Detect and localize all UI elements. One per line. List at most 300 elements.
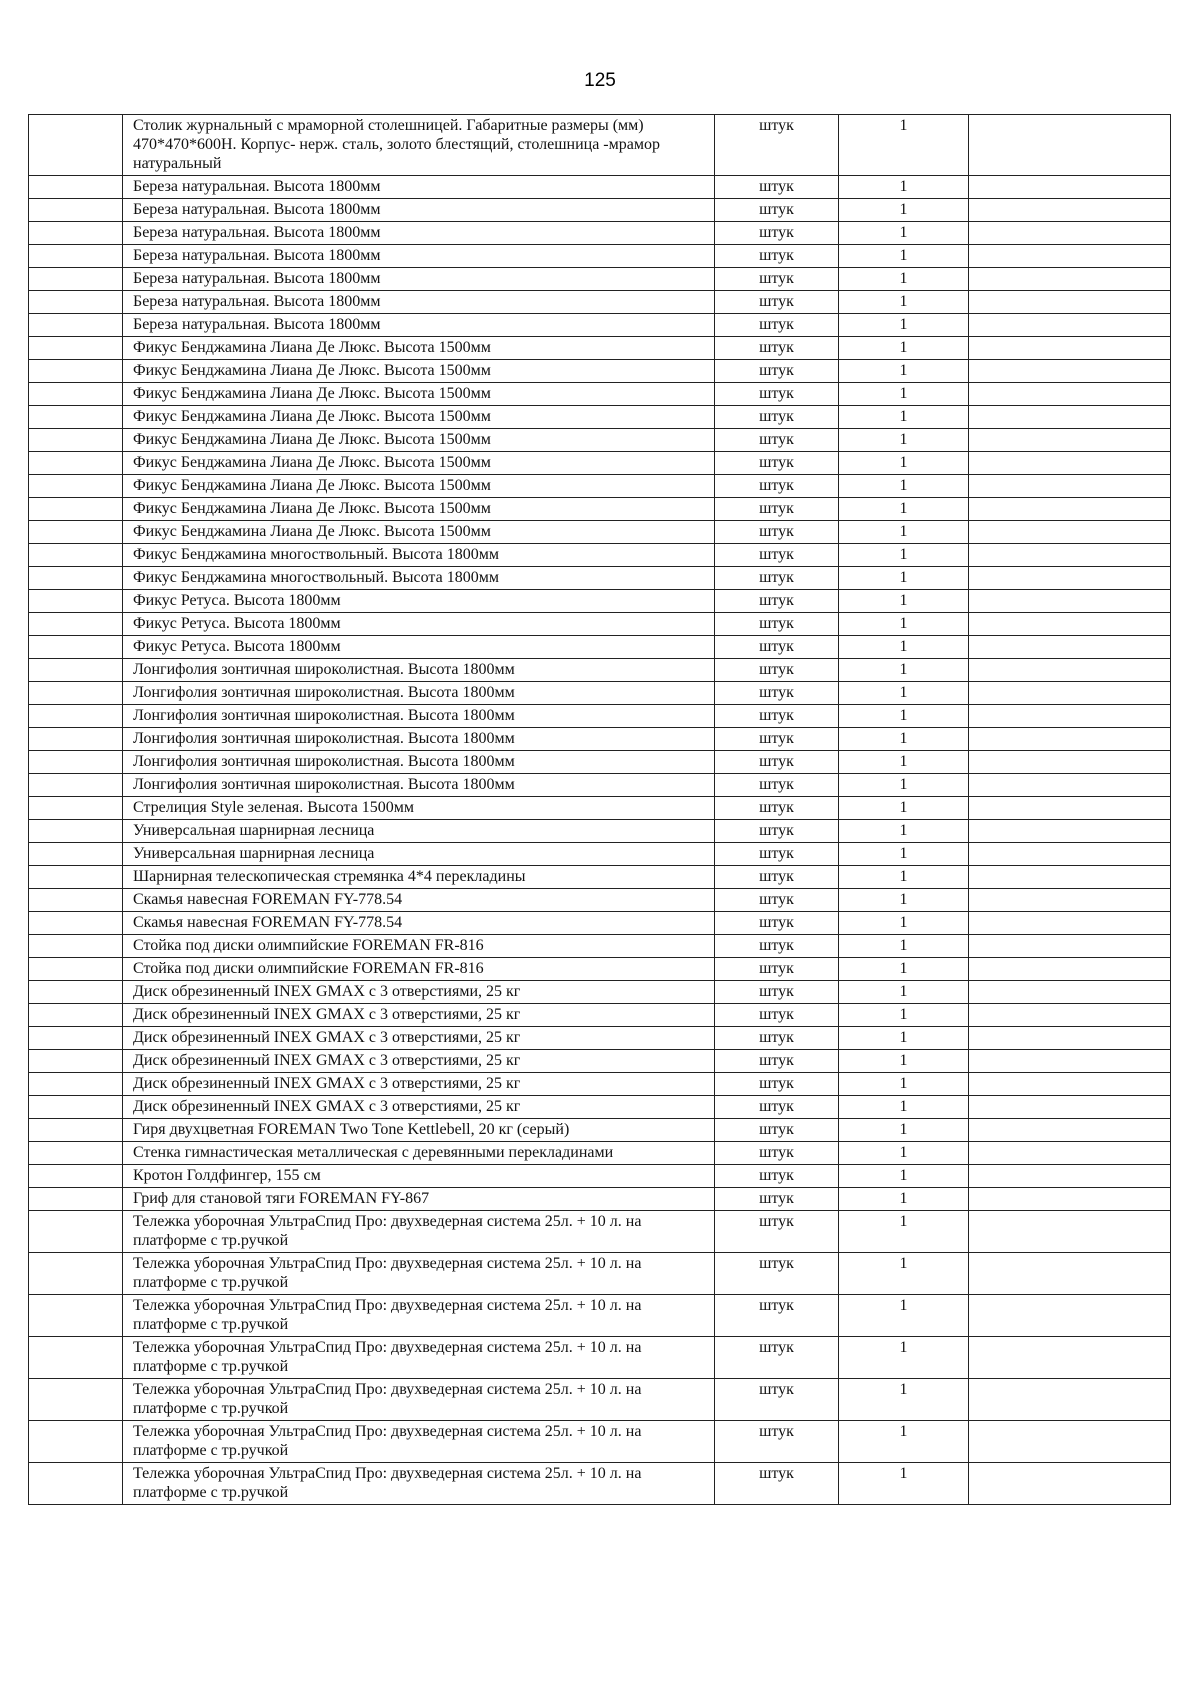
note-cell xyxy=(969,866,1171,889)
note-cell xyxy=(969,1379,1171,1421)
unit-cell: штук xyxy=(715,1119,839,1142)
unit-cell: штук xyxy=(715,958,839,981)
row-number-cell xyxy=(29,498,123,521)
table-row xyxy=(29,1421,1171,1463)
note-cell xyxy=(969,1337,1171,1379)
row-number-cell xyxy=(29,751,123,774)
table-row xyxy=(29,222,1171,245)
table-row xyxy=(29,1050,1171,1073)
note-cell xyxy=(969,659,1171,682)
note-cell xyxy=(969,544,1171,567)
unit-cell: штук xyxy=(715,337,839,360)
note-cell xyxy=(969,475,1171,498)
note-cell xyxy=(969,383,1171,406)
item-name-cell: Лонгифолия зонтичная широколистная. Высота 1800мм xyxy=(123,682,715,705)
note-cell xyxy=(969,912,1171,935)
note-cell xyxy=(969,1142,1171,1165)
quantity-cell: 1 xyxy=(839,498,969,521)
item-name-cell: Лонгифолия зонтичная широколистная. Высота 1800мм xyxy=(123,774,715,797)
table-row xyxy=(29,774,1171,797)
quantity-cell: 1 xyxy=(839,475,969,498)
quantity-cell: 1 xyxy=(839,1050,969,1073)
unit-cell: штук xyxy=(715,889,839,912)
items-table xyxy=(28,114,1171,1505)
table-row xyxy=(29,797,1171,820)
row-number-cell xyxy=(29,613,123,636)
item-name-cell: Шарнирная телескопическая стремянка 4*4 перекладины xyxy=(123,866,715,889)
table-row xyxy=(29,820,1171,843)
table-row xyxy=(29,636,1171,659)
row-number-cell xyxy=(29,1379,123,1421)
row-number-cell xyxy=(29,1253,123,1295)
note-cell xyxy=(969,843,1171,866)
quantity-cell: 1 xyxy=(839,1421,969,1463)
row-number-cell xyxy=(29,659,123,682)
table-row xyxy=(29,1119,1171,1142)
table-row xyxy=(29,406,1171,429)
quantity-cell: 1 xyxy=(839,314,969,337)
note-cell xyxy=(969,935,1171,958)
item-name-cell: Тележка уборочная УльтраСпид Про: двухведерная система 25л. + 10 л. на платформе с тр.ручкой xyxy=(123,1211,715,1253)
unit-cell: штук xyxy=(715,1379,839,1421)
unit-cell: штук xyxy=(715,521,839,544)
table-row xyxy=(29,291,1171,314)
note-cell xyxy=(969,1073,1171,1096)
quantity-cell: 1 xyxy=(839,291,969,314)
row-number-cell xyxy=(29,360,123,383)
unit-cell: штук xyxy=(715,498,839,521)
item-name-cell: Фикус Ретуса. Высота 1800мм xyxy=(123,613,715,636)
row-number-cell xyxy=(29,222,123,245)
quantity-cell: 1 xyxy=(839,774,969,797)
row-number-cell xyxy=(29,1096,123,1119)
row-number-cell xyxy=(29,1421,123,1463)
quantity-cell: 1 xyxy=(839,981,969,1004)
quantity-cell: 1 xyxy=(839,1004,969,1027)
note-cell xyxy=(969,590,1171,613)
item-name-cell: Тележка уборочная УльтраСпид Про: двухведерная система 25л. + 10 л. на платформе с тр.ручкой xyxy=(123,1295,715,1337)
unit-cell: штук xyxy=(715,1142,839,1165)
row-number-cell xyxy=(29,1073,123,1096)
note-cell xyxy=(969,820,1171,843)
item-name-cell: Фикус Бенджамина Лиана Де Люкс. Высота 1500мм xyxy=(123,475,715,498)
note-cell xyxy=(969,1050,1171,1073)
row-number-cell xyxy=(29,268,123,291)
unit-cell: штук xyxy=(715,866,839,889)
item-name-cell: Диск обрезиненный INEX GMAX с 3 отверстиями, 25 кг xyxy=(123,1050,715,1073)
table-row xyxy=(29,176,1171,199)
row-number-cell xyxy=(29,1027,123,1050)
unit-cell: штук xyxy=(715,659,839,682)
note-cell xyxy=(969,774,1171,797)
unit-cell: штук xyxy=(715,590,839,613)
item-name-cell: Фикус Бенджамина многоствольный. Высота 1800мм xyxy=(123,544,715,567)
row-number-cell xyxy=(29,1142,123,1165)
quantity-cell: 1 xyxy=(839,935,969,958)
quantity-cell: 1 xyxy=(839,613,969,636)
quantity-cell: 1 xyxy=(839,268,969,291)
quantity-cell: 1 xyxy=(839,682,969,705)
quantity-cell: 1 xyxy=(839,1295,969,1337)
unit-cell: штук xyxy=(715,1096,839,1119)
quantity-cell: 1 xyxy=(839,843,969,866)
table-row xyxy=(29,1142,1171,1165)
unit-cell: штук xyxy=(715,567,839,590)
unit-cell: штук xyxy=(715,682,839,705)
item-name-cell: Береза натуральная. Высота 1800мм xyxy=(123,176,715,199)
note-cell xyxy=(969,199,1171,222)
item-name-cell: Стойка под диски олимпийские FOREMAN FR-816 xyxy=(123,935,715,958)
note-cell xyxy=(969,751,1171,774)
quantity-cell: 1 xyxy=(839,1119,969,1142)
note-cell xyxy=(969,797,1171,820)
row-number-cell xyxy=(29,797,123,820)
table-row xyxy=(29,843,1171,866)
quantity-cell: 1 xyxy=(839,176,969,199)
table-row xyxy=(29,1165,1171,1188)
row-number-cell xyxy=(29,567,123,590)
row-number-cell xyxy=(29,245,123,268)
note-cell xyxy=(969,314,1171,337)
note-cell xyxy=(969,245,1171,268)
item-name-cell: Универсальная шарнирная лесница xyxy=(123,820,715,843)
quantity-cell: 1 xyxy=(839,590,969,613)
unit-cell: штук xyxy=(715,199,839,222)
item-name-cell: Фикус Бенджамина Лиана Де Люкс. Высота 1500мм xyxy=(123,498,715,521)
row-number-cell xyxy=(29,820,123,843)
item-name-cell: Тележка уборочная УльтраСпид Про: двухведерная система 25л. + 10 л. на платформе с тр.ручкой xyxy=(123,1379,715,1421)
table-row xyxy=(29,314,1171,337)
item-name-cell: Диск обрезиненный INEX GMAX с 3 отверстиями, 25 кг xyxy=(123,1004,715,1027)
note-cell xyxy=(969,115,1171,176)
table-row xyxy=(29,889,1171,912)
note-cell xyxy=(969,176,1171,199)
unit-cell: штук xyxy=(715,912,839,935)
row-number-cell xyxy=(29,935,123,958)
row-number-cell xyxy=(29,383,123,406)
note-cell xyxy=(969,1096,1171,1119)
unit-cell: штук xyxy=(715,176,839,199)
table-row xyxy=(29,1337,1171,1379)
unit-cell: штук xyxy=(715,705,839,728)
note-cell xyxy=(969,636,1171,659)
quantity-cell: 1 xyxy=(839,544,969,567)
items-table-body xyxy=(29,115,1171,1505)
table-row xyxy=(29,958,1171,981)
unit-cell: штук xyxy=(715,1050,839,1073)
unit-cell: штук xyxy=(715,544,839,567)
note-cell xyxy=(969,498,1171,521)
item-name-cell: Диск обрезиненный INEX GMAX с 3 отверстиями, 25 кг xyxy=(123,1027,715,1050)
quantity-cell: 1 xyxy=(839,521,969,544)
item-name-cell: Береза натуральная. Высота 1800мм xyxy=(123,199,715,222)
note-cell xyxy=(969,291,1171,314)
quantity-cell: 1 xyxy=(839,452,969,475)
note-cell xyxy=(969,1295,1171,1337)
table-row xyxy=(29,452,1171,475)
unit-cell: штук xyxy=(715,1188,839,1211)
item-name-cell: Столик журнальный с мраморной столешницей. Габаритные размеры (мм) 470*470*600H. Корпус- нерж. сталь, золото блестящий, столешница -мрамор натуральный xyxy=(123,115,715,176)
item-name-cell: Береза натуральная. Высота 1800мм xyxy=(123,268,715,291)
quantity-cell: 1 xyxy=(839,199,969,222)
table-row xyxy=(29,981,1171,1004)
item-name-cell: Фикус Бенджамина Лиана Де Люкс. Высота 1500мм xyxy=(123,521,715,544)
row-number-cell xyxy=(29,981,123,1004)
quantity-cell: 1 xyxy=(839,1463,969,1505)
row-number-cell xyxy=(29,406,123,429)
quantity-cell: 1 xyxy=(839,1096,969,1119)
row-number-cell xyxy=(29,291,123,314)
quantity-cell: 1 xyxy=(839,728,969,751)
item-name-cell: Тележка уборочная УльтраСпид Про: двухведерная система 25л. + 10 л. на платформе с тр.ручкой xyxy=(123,1463,715,1505)
note-cell xyxy=(969,728,1171,751)
table-row xyxy=(29,199,1171,222)
item-name-cell: Диск обрезиненный INEX GMAX с 3 отверстиями, 25 кг xyxy=(123,981,715,1004)
table-row xyxy=(29,1188,1171,1211)
unit-cell: штук xyxy=(715,1165,839,1188)
quantity-cell: 1 xyxy=(839,705,969,728)
quantity-cell: 1 xyxy=(839,958,969,981)
row-number-cell xyxy=(29,590,123,613)
note-cell xyxy=(969,268,1171,291)
unit-cell: штук xyxy=(715,268,839,291)
unit-cell: штук xyxy=(715,1463,839,1505)
note-cell xyxy=(969,1421,1171,1463)
row-number-cell xyxy=(29,1211,123,1253)
note-cell xyxy=(969,1004,1171,1027)
row-number-cell xyxy=(29,1295,123,1337)
unit-cell: штук xyxy=(715,115,839,176)
unit-cell: штук xyxy=(715,751,839,774)
table-row xyxy=(29,268,1171,291)
note-cell xyxy=(969,1119,1171,1142)
note-cell xyxy=(969,452,1171,475)
item-name-cell: Стенка гимнастическая металлическая с деревянными перекладинами xyxy=(123,1142,715,1165)
unit-cell: штук xyxy=(715,291,839,314)
table-row xyxy=(29,337,1171,360)
quantity-cell: 1 xyxy=(839,383,969,406)
table-row xyxy=(29,498,1171,521)
quantity-cell: 1 xyxy=(839,636,969,659)
row-number-cell xyxy=(29,1337,123,1379)
item-name-cell: Гриф для становой тяги FOREMAN FY-867 xyxy=(123,1188,715,1211)
note-cell xyxy=(969,337,1171,360)
item-name-cell: Тележка уборочная УльтраСпид Про: двухведерная система 25л. + 10 л. на платформе с тр.ручкой xyxy=(123,1421,715,1463)
row-number-cell xyxy=(29,1463,123,1505)
unit-cell: штук xyxy=(715,1027,839,1050)
quantity-cell: 1 xyxy=(839,1142,969,1165)
item-name-cell: Универсальная шарнирная лесница xyxy=(123,843,715,866)
item-name-cell: Береза натуральная. Высота 1800мм xyxy=(123,222,715,245)
quantity-cell: 1 xyxy=(839,360,969,383)
unit-cell: штук xyxy=(715,1073,839,1096)
note-cell xyxy=(969,521,1171,544)
item-name-cell: Фикус Бенджамина Лиана Де Люкс. Высота 1500мм xyxy=(123,360,715,383)
table-row xyxy=(29,360,1171,383)
table-row xyxy=(29,1379,1171,1421)
unit-cell: штук xyxy=(715,314,839,337)
note-cell xyxy=(969,1211,1171,1253)
note-cell xyxy=(969,682,1171,705)
quantity-cell: 1 xyxy=(839,1073,969,1096)
table-row xyxy=(29,590,1171,613)
table-row xyxy=(29,935,1171,958)
table-row xyxy=(29,1253,1171,1295)
table-row xyxy=(29,544,1171,567)
table-row xyxy=(29,682,1171,705)
quantity-cell: 1 xyxy=(839,567,969,590)
item-name-cell: Фикус Ретуса. Высота 1800мм xyxy=(123,636,715,659)
note-cell xyxy=(969,1165,1171,1188)
unit-cell: штук xyxy=(715,820,839,843)
row-number-cell xyxy=(29,774,123,797)
unit-cell: штук xyxy=(715,222,839,245)
quantity-cell: 1 xyxy=(839,866,969,889)
note-cell xyxy=(969,222,1171,245)
row-number-cell xyxy=(29,1188,123,1211)
unit-cell: штук xyxy=(715,1211,839,1253)
unit-cell: штук xyxy=(715,636,839,659)
table-row xyxy=(29,1463,1171,1505)
unit-cell: штук xyxy=(715,981,839,1004)
note-cell xyxy=(969,429,1171,452)
note-cell xyxy=(969,1253,1171,1295)
unit-cell: штук xyxy=(715,452,839,475)
note-cell xyxy=(969,1463,1171,1505)
row-number-cell xyxy=(29,912,123,935)
unit-cell: штук xyxy=(715,475,839,498)
item-name-cell: Диск обрезиненный INEX GMAX с 3 отверстиями, 25 кг xyxy=(123,1073,715,1096)
item-name-cell: Диск обрезиненный INEX GMAX с 3 отверстиями, 25 кг xyxy=(123,1096,715,1119)
row-number-cell xyxy=(29,958,123,981)
table-row xyxy=(29,912,1171,935)
quantity-cell: 1 xyxy=(839,912,969,935)
row-number-cell xyxy=(29,728,123,751)
table-row xyxy=(29,115,1171,176)
table-row xyxy=(29,1211,1171,1253)
row-number-cell xyxy=(29,475,123,498)
item-name-cell: Лонгифолия зонтичная широколистная. Высота 1800мм xyxy=(123,705,715,728)
quantity-cell: 1 xyxy=(839,1253,969,1295)
item-name-cell: Фикус Бенджамина Лиана Де Люкс. Высота 1500мм xyxy=(123,337,715,360)
unit-cell: штук xyxy=(715,1253,839,1295)
unit-cell: штук xyxy=(715,1421,839,1463)
unit-cell: штук xyxy=(715,406,839,429)
row-number-cell xyxy=(29,1050,123,1073)
row-number-cell xyxy=(29,429,123,452)
table-row xyxy=(29,1027,1171,1050)
item-name-cell: Тележка уборочная УльтраСпид Про: двухведерная система 25л. + 10 л. на платформе с тр.ручкой xyxy=(123,1253,715,1295)
table-row xyxy=(29,475,1171,498)
row-number-cell xyxy=(29,115,123,176)
quantity-cell: 1 xyxy=(839,751,969,774)
note-cell xyxy=(969,705,1171,728)
row-number-cell xyxy=(29,636,123,659)
unit-cell: штук xyxy=(715,1004,839,1027)
row-number-cell xyxy=(29,843,123,866)
unit-cell: штук xyxy=(715,774,839,797)
unit-cell: штук xyxy=(715,429,839,452)
row-number-cell xyxy=(29,544,123,567)
quantity-cell: 1 xyxy=(839,797,969,820)
note-cell xyxy=(969,1188,1171,1211)
quantity-cell: 1 xyxy=(839,889,969,912)
table-row xyxy=(29,1073,1171,1096)
row-number-cell xyxy=(29,199,123,222)
unit-cell: штук xyxy=(715,728,839,751)
row-number-cell xyxy=(29,705,123,728)
quantity-cell: 1 xyxy=(839,1188,969,1211)
unit-cell: штук xyxy=(715,613,839,636)
item-name-cell: Тележка уборочная УльтраСпид Про: двухведерная система 25л. + 10 л. на платформе с тр.ручкой xyxy=(123,1337,715,1379)
row-number-cell xyxy=(29,337,123,360)
table-row xyxy=(29,705,1171,728)
quantity-cell: 1 xyxy=(839,659,969,682)
quantity-cell: 1 xyxy=(839,429,969,452)
item-name-cell: Лонгифолия зонтичная широколистная. Высота 1800мм xyxy=(123,728,715,751)
note-cell xyxy=(969,1027,1171,1050)
table-row xyxy=(29,613,1171,636)
row-number-cell xyxy=(29,1119,123,1142)
unit-cell: штук xyxy=(715,1295,839,1337)
item-name-cell: Скамья навесная FOREMAN FY-778.54 xyxy=(123,889,715,912)
item-name-cell: Кротон Голдфингер, 155 см xyxy=(123,1165,715,1188)
item-name-cell: Береза натуральная. Высота 1800мм xyxy=(123,245,715,268)
item-name-cell: Фикус Бенджамина Лиана Де Люкс. Высота 1500мм xyxy=(123,406,715,429)
table-row xyxy=(29,1004,1171,1027)
quantity-cell: 1 xyxy=(839,1027,969,1050)
unit-cell: штук xyxy=(715,935,839,958)
note-cell xyxy=(969,889,1171,912)
row-number-cell xyxy=(29,866,123,889)
unit-cell: штук xyxy=(715,360,839,383)
row-number-cell xyxy=(29,682,123,705)
item-name-cell: Береза натуральная. Высота 1800мм xyxy=(123,291,715,314)
row-number-cell xyxy=(29,889,123,912)
quantity-cell: 1 xyxy=(839,115,969,176)
note-cell xyxy=(969,360,1171,383)
table-row xyxy=(29,866,1171,889)
item-name-cell: Фикус Бенджамина многоствольный. Высота 1800мм xyxy=(123,567,715,590)
quantity-cell: 1 xyxy=(839,406,969,429)
item-name-cell: Скамья навесная FOREMAN FY-778.54 xyxy=(123,912,715,935)
quantity-cell: 1 xyxy=(839,1165,969,1188)
note-cell xyxy=(969,958,1171,981)
item-name-cell: Лонгифолия зонтичная широколистная. Высота 1800мм xyxy=(123,659,715,682)
item-name-cell: Лонгифолия зонтичная широколистная. Высота 1800мм xyxy=(123,751,715,774)
note-cell xyxy=(969,613,1171,636)
page-number: 125 xyxy=(584,70,616,91)
unit-cell: штук xyxy=(715,1337,839,1379)
note-cell xyxy=(969,406,1171,429)
table-row xyxy=(29,245,1171,268)
table-row xyxy=(29,728,1171,751)
table-row xyxy=(29,1096,1171,1119)
quantity-cell: 1 xyxy=(839,820,969,843)
unit-cell: штук xyxy=(715,843,839,866)
row-number-cell xyxy=(29,1165,123,1188)
item-name-cell: Гиря двухцветная FOREMAN Two Tone Kettlebell, 20 кг (серый) xyxy=(123,1119,715,1142)
row-number-cell xyxy=(29,314,123,337)
table-row xyxy=(29,751,1171,774)
note-cell xyxy=(969,567,1171,590)
row-number-cell xyxy=(29,521,123,544)
table-row xyxy=(29,567,1171,590)
row-number-cell xyxy=(29,1004,123,1027)
unit-cell: штук xyxy=(715,245,839,268)
quantity-cell: 1 xyxy=(839,1337,969,1379)
quantity-cell: 1 xyxy=(839,1211,969,1253)
